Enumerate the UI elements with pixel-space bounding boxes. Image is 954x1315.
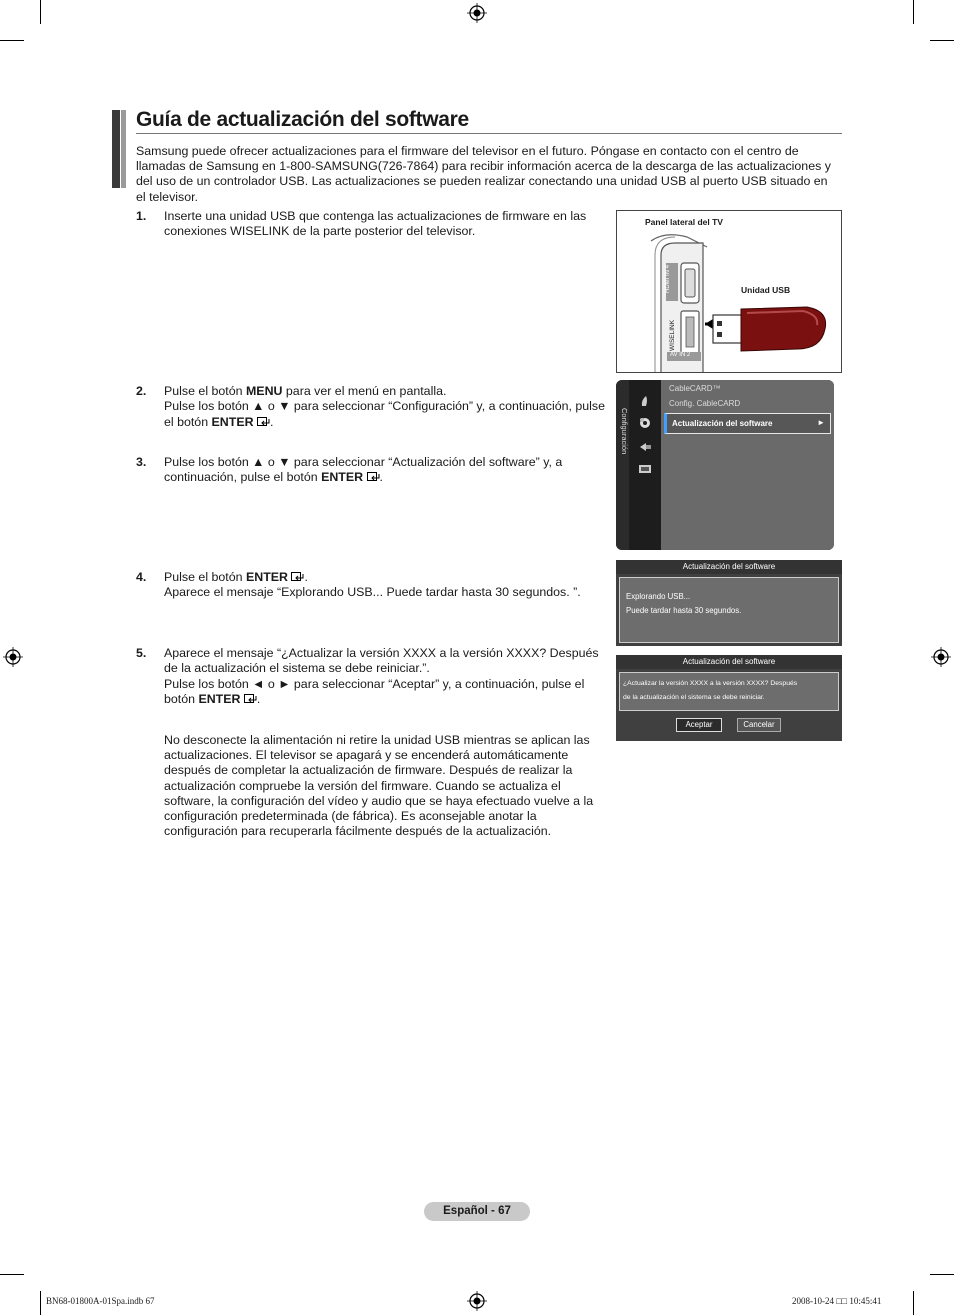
update-confirm-dialog — [616, 655, 842, 741]
print-slug-file: BN68-01800A-01Spa.indb 67 — [46, 1296, 155, 1306]
step-4-line-1 — [164, 570, 608, 585]
enter-key-icon — [244, 693, 257, 704]
setup-gear-icon[interactable] — [638, 416, 652, 430]
step-3-text — [164, 455, 608, 486]
step-3-line-1 — [164, 455, 608, 486]
menu-key-label: MENU — [245, 384, 283, 398]
enter-key-icon — [257, 416, 270, 427]
crop-mark — [0, 40, 24, 41]
crop-mark — [40, 0, 41, 24]
step-1-text — [164, 209, 608, 240]
usb-drive-label: Unidad USB — [741, 285, 791, 295]
step-number: 5. — [136, 646, 147, 660]
crop-mark — [913, 1291, 914, 1315]
text-fragment: Pulse los botón ◄ o ► para seleccionar “Aceptar” y, a continuación, pulse el botón — [164, 676, 585, 707]
print-slug-date: 2008-10-24 □□ 10:45:41 — [792, 1296, 882, 1306]
tv-side-panel-drawing — [617, 211, 842, 373]
dialog-title: Actualización del software — [616, 560, 842, 574]
step-5-line-2 — [164, 677, 608, 708]
step-number: 1. — [136, 209, 147, 223]
crop-mark — [40, 1291, 41, 1315]
title-divider — [136, 133, 842, 134]
menu-category-label — [620, 408, 629, 488]
menu-item-software-update[interactable] — [664, 413, 831, 434]
dialog-message-line: de la actualización el sistema se debe reiniciar. — [623, 694, 765, 701]
title-accent-bar — [121, 110, 126, 188]
text-fragment: . — [270, 414, 274, 429]
menu-item-label: Actualización del software — [672, 419, 773, 428]
dialog-message-box — [619, 577, 839, 643]
tv-panel-label: Panel lateral del TV — [645, 217, 723, 227]
crop-mark — [930, 1274, 954, 1275]
menu-icon-column — [629, 380, 661, 550]
dialog-message-line: Puede tardar hasta 30 segundos. — [626, 606, 742, 615]
text-fragment: Pulse el botón — [164, 570, 246, 584]
hdmi-port-label: HDMI IN 4 — [665, 264, 671, 293]
intro-paragraph: Samsung puede ofrecer actualizaciones para el firmware del televisor en el futuro. Póngase en contacto con el centro de llamadas de Samsung en 1-800-SAMSUNG(726-7864) para recibir información acerca de la descarga de las actualizaciones y del uso de un controlador USB. Las actualizaciones se pueden realizar conectando una unidad USB al puerto USB situado en el televisor. — [136, 144, 831, 204]
accept-button[interactable]: Aceptar — [676, 718, 722, 732]
scanning-usb-dialog — [616, 560, 842, 646]
step-5-text — [164, 646, 608, 708]
enter-key-icon — [367, 471, 380, 482]
input-icon — [638, 440, 652, 454]
text-fragment: . — [379, 470, 383, 485]
text-fragment: Pulse los botón ▲ o ▼ para seleccionar “Configuración” y, a continuación, pulse el botón — [164, 399, 605, 429]
arrow-right-icon: ► — [817, 418, 825, 427]
picture-icon — [638, 394, 652, 408]
crop-mark — [930, 40, 954, 41]
step-number: 4. — [136, 570, 147, 584]
registration-mark-icon — [467, 3, 487, 23]
page-number-badge: Español - 67 — [424, 1202, 530, 1221]
crop-mark — [913, 0, 914, 24]
enter-key-label: ENTER — [245, 570, 288, 584]
registration-mark-icon — [3, 647, 23, 667]
step-2-line-2 — [164, 399, 608, 430]
step-4-text — [164, 570, 608, 601]
dialog-message-box — [619, 672, 839, 711]
configuration-menu-screen — [616, 380, 834, 550]
text-fragment: Pulse los botón ▲ o ▼ para seleccionar “Actualización del software” y, a continuación, pulse el botón — [164, 455, 563, 485]
enter-key-label: ENTER — [321, 470, 364, 485]
dialog-message-line: Explorando USB... — [626, 592, 691, 601]
page-title: Guía de actualización del software — [136, 108, 469, 131]
menu-item-cablecard[interactable]: CableCARD™ — [669, 384, 721, 393]
step-2-text — [164, 384, 608, 430]
title-accent-bar — [112, 110, 120, 188]
step-number: 2. — [136, 384, 147, 398]
cancel-button[interactable]: Cancelar — [737, 718, 781, 732]
step-number: 3. — [136, 455, 147, 469]
dialog-message-line: ¿Actualizar la versión XXXX a la versión XXXX? Después — [623, 680, 798, 687]
step-4-line-2: Aparece el mensaje “Explorando USB... Puede tardar hasta 30 segundos. ”. — [164, 585, 581, 600]
menu-category-text: Configuración — [620, 408, 629, 455]
crop-mark — [0, 1274, 24, 1275]
step-5-line-1: Aparece el mensaje “¿Actualizar la versión XXXX a la versión XXXX? Después de la actualización el sistema se debe reiniciar.”. — [164, 646, 599, 676]
registration-mark-icon — [467, 1291, 487, 1311]
menu-list — [661, 380, 834, 550]
av-port-label: AV IN 2 — [670, 352, 691, 358]
text-fragment: . — [304, 570, 308, 584]
enter-key-label: ENTER — [198, 692, 241, 707]
text-fragment: Pulse el botón — [164, 384, 246, 398]
text-fragment: para ver el menú en pantalla. — [282, 384, 447, 398]
dialog-title: Actualización del software — [616, 655, 842, 669]
tv-side-panel-illustration — [616, 210, 842, 373]
menu-item-cablecard-config[interactable]: Config. CableCARD — [669, 399, 741, 408]
enter-key-label: ENTER — [211, 414, 254, 429]
registration-mark-icon — [931, 647, 951, 667]
warning-note: No desconecte la alimentación ni retire la unidad USB mientras se aplican las actualizaciones. El televisor se apagará y se encenderá automáticamente después de completar la actualización de firmware. Después de realizar la actualización compruebe la versión del firmware. Cuando se actualiza el software, la configuración del vídeo y audio que se haya efectuado vuelve a la configuración predeterminada (de fábrica). Es aconsejable anotar la configuración para recuperarla fácilmente después de la actualización. — [164, 733, 594, 839]
wiselink-port-label: WISELINK — [669, 319, 676, 351]
application-icon — [638, 462, 652, 476]
text-fragment: . — [256, 692, 261, 707]
step-2-line-1 — [164, 384, 608, 399]
step-1-line: Inserte una unidad USB que contenga las actualizaciones de firmware en las conexiones WISELINK de la parte posterior del televisor. — [164, 209, 587, 239]
enter-key-icon — [291, 571, 304, 582]
